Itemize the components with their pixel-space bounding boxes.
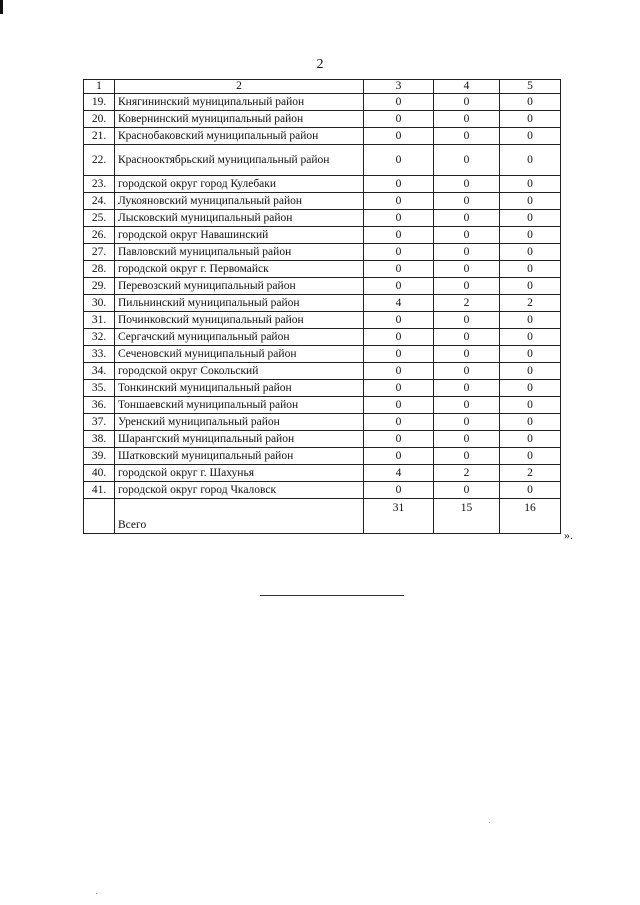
row-col3-value: 0 <box>364 431 434 448</box>
table-row <box>84 397 561 414</box>
table-row <box>84 431 561 448</box>
row-col3-value: 0 <box>364 363 434 380</box>
total-col4-value: 15 <box>434 499 500 534</box>
row-name: Шарангский муниципальный район <box>115 431 364 448</box>
row-col5-value: 0 <box>500 312 561 329</box>
row-col4-value: 0 <box>434 244 500 261</box>
row-name: Сеченовский муниципальный район <box>115 346 364 363</box>
row-col5-value: 0 <box>500 380 561 397</box>
row-col4-value: 0 <box>434 176 500 193</box>
table-row <box>84 312 561 329</box>
row-col3-value: 0 <box>364 244 434 261</box>
table-row <box>84 363 561 380</box>
row-name: Княгининский муниципальный район <box>115 94 364 111</box>
row-col3-value: 0 <box>364 111 434 128</box>
row-name: Лысковский муниципальный район <box>115 210 364 227</box>
row-number: 40. <box>84 465 115 482</box>
row-number: 24. <box>84 193 115 210</box>
table-header-row <box>84 80 561 94</box>
total-empty-cell <box>84 499 115 534</box>
row-name: Тоншаевский муниципальный район <box>115 397 364 414</box>
allocation-table <box>83 79 561 534</box>
row-number: 35. <box>84 380 115 397</box>
row-col5-value: 0 <box>500 193 561 210</box>
row-col3-value: 4 <box>364 465 434 482</box>
table-row <box>84 346 561 363</box>
row-col4-value: 2 <box>434 295 500 312</box>
row-col5-value: 0 <box>500 244 561 261</box>
row-number: 30. <box>84 295 115 312</box>
table-row <box>84 145 561 176</box>
table-row <box>84 278 561 295</box>
row-col4-value: 0 <box>434 397 500 414</box>
row-col4-value: 0 <box>434 278 500 295</box>
row-number: 20. <box>84 111 115 128</box>
row-col3-value: 0 <box>364 145 434 176</box>
header-col-4: 4 <box>434 80 500 94</box>
row-col5-value: 0 <box>500 431 561 448</box>
row-col4-value: 0 <box>434 414 500 431</box>
row-col3-value: 0 <box>364 414 434 431</box>
row-name: Пильнинский муниципальный район <box>115 295 364 312</box>
row-name: Ковернинский муниципальный район <box>115 111 364 128</box>
row-number: 26. <box>84 227 115 244</box>
row-col5-value: 0 <box>500 346 561 363</box>
table-row <box>84 380 561 397</box>
row-col5-value: 0 <box>500 482 561 499</box>
row-col5-value: 0 <box>500 128 561 145</box>
table-row <box>84 244 561 261</box>
row-number: 37. <box>84 414 115 431</box>
row-col3-value: 0 <box>364 482 434 499</box>
page-number: 2 <box>316 57 324 72</box>
row-col5-value: 0 <box>500 329 561 346</box>
row-col5-value: 0 <box>500 397 561 414</box>
table-row <box>84 329 561 346</box>
row-number: 31. <box>84 312 115 329</box>
table-row <box>84 111 561 128</box>
row-name: Починковский муниципальный район <box>115 312 364 329</box>
table-row <box>84 128 561 145</box>
row-name: Уренский муниципальный район <box>115 414 364 431</box>
row-col3-value: 0 <box>364 380 434 397</box>
table-row <box>84 414 561 431</box>
table-row <box>84 448 561 465</box>
row-number: 23. <box>84 176 115 193</box>
table-row <box>84 465 561 482</box>
row-col3-value: 0 <box>364 329 434 346</box>
end-divider-line <box>260 595 404 596</box>
total-label: Всего <box>115 499 364 534</box>
row-col3-value: 0 <box>364 193 434 210</box>
row-col4-value: 0 <box>434 145 500 176</box>
header-col-5: 5 <box>500 80 561 94</box>
row-number: 39. <box>84 448 115 465</box>
row-name: Сергачский муниципальный район <box>115 329 364 346</box>
row-col5-value: 0 <box>500 210 561 227</box>
header-col-3: 3 <box>364 80 434 94</box>
row-number: 33. <box>84 346 115 363</box>
row-col4-value: 0 <box>434 329 500 346</box>
row-col4-value: 0 <box>434 363 500 380</box>
header-col-1: 1 <box>84 80 115 94</box>
row-col3-value: 0 <box>364 397 434 414</box>
row-col3-value: 0 <box>364 261 434 278</box>
row-number: 22. <box>84 145 115 176</box>
row-col5-value: 0 <box>500 227 561 244</box>
row-col5-value: 0 <box>500 94 561 111</box>
table-row <box>84 295 561 312</box>
row-col3-value: 4 <box>364 295 434 312</box>
row-col5-value: 0 <box>500 278 561 295</box>
row-number: 38. <box>84 431 115 448</box>
row-name: Павловский муниципальный район <box>115 244 364 261</box>
table-row <box>84 227 561 244</box>
scan-speck <box>96 893 97 894</box>
row-name: городской округ г. Первомайск <box>115 261 364 278</box>
row-name: Краснооктябрьский муниципальный район <box>115 145 364 176</box>
row-col3-value: 0 <box>364 346 434 363</box>
row-name: городской округ Навашинский <box>115 227 364 244</box>
row-col3-value: 0 <box>364 94 434 111</box>
scan-speck <box>489 822 490 823</box>
row-col4-value: 0 <box>434 94 500 111</box>
row-col3-value: 0 <box>364 210 434 227</box>
total-row <box>84 499 561 534</box>
row-name: городской округ город Кулебаки <box>115 176 364 193</box>
table-body <box>84 80 561 534</box>
row-col3-value: 0 <box>364 227 434 244</box>
row-name: Перевозский муниципальный район <box>115 278 364 295</box>
table-row <box>84 94 561 111</box>
row-number: 36. <box>84 397 115 414</box>
row-name: городской округ г. Шахунья <box>115 465 364 482</box>
row-col4-value: 0 <box>434 128 500 145</box>
row-number: 25. <box>84 210 115 227</box>
row-name: городской округ Сокольский <box>115 363 364 380</box>
row-name: городской округ город Чкаловск <box>115 482 364 499</box>
row-number: 21. <box>84 128 115 145</box>
row-number: 41. <box>84 482 115 499</box>
row-col5-value: 0 <box>500 414 561 431</box>
row-col5-value: 0 <box>500 111 561 128</box>
table-row <box>84 482 561 499</box>
row-name: Лукояновский муниципальный район <box>115 193 364 210</box>
row-col5-value: 0 <box>500 261 561 278</box>
scan-edge-mark <box>0 0 3 14</box>
row-col4-value: 0 <box>434 261 500 278</box>
row-col5-value: 2 <box>500 295 561 312</box>
total-col5-value: 16 <box>500 499 561 534</box>
row-number: 27. <box>84 244 115 261</box>
row-col3-value: 0 <box>364 448 434 465</box>
row-col5-value: 0 <box>500 363 561 380</box>
closing-quote: ». <box>564 528 573 542</box>
row-col3-value: 0 <box>364 312 434 329</box>
row-col3-value: 0 <box>364 176 434 193</box>
row-col4-value: 0 <box>434 210 500 227</box>
row-name: Тонкинский муниципальный район <box>115 380 364 397</box>
row-name: Краснобаковский муниципальный район <box>115 128 364 145</box>
table-row <box>84 193 561 210</box>
row-col5-value: 0 <box>500 176 561 193</box>
row-number: 28. <box>84 261 115 278</box>
row-number: 19. <box>84 94 115 111</box>
row-number: 32. <box>84 329 115 346</box>
row-col4-value: 0 <box>434 380 500 397</box>
row-name: Шатковский муниципальный район <box>115 448 364 465</box>
row-col5-value: 0 <box>500 448 561 465</box>
row-col4-value: 0 <box>434 482 500 499</box>
row-number: 34. <box>84 363 115 380</box>
table-row <box>84 176 561 193</box>
row-col4-value: 0 <box>434 312 500 329</box>
row-col3-value: 0 <box>364 128 434 145</box>
row-number: 29. <box>84 278 115 295</box>
row-col4-value: 0 <box>434 448 500 465</box>
table-row <box>84 261 561 278</box>
row-col5-value: 0 <box>500 145 561 176</box>
row-col4-value: 2 <box>434 465 500 482</box>
table-row <box>84 210 561 227</box>
row-col4-value: 0 <box>434 431 500 448</box>
header-col-2: 2 <box>115 80 364 94</box>
row-col3-value: 0 <box>364 278 434 295</box>
row-col5-value: 2 <box>500 465 561 482</box>
row-col4-value: 0 <box>434 227 500 244</box>
row-col4-value: 0 <box>434 193 500 210</box>
row-col4-value: 0 <box>434 111 500 128</box>
total-col3-value: 31 <box>364 499 434 534</box>
row-col4-value: 0 <box>434 346 500 363</box>
